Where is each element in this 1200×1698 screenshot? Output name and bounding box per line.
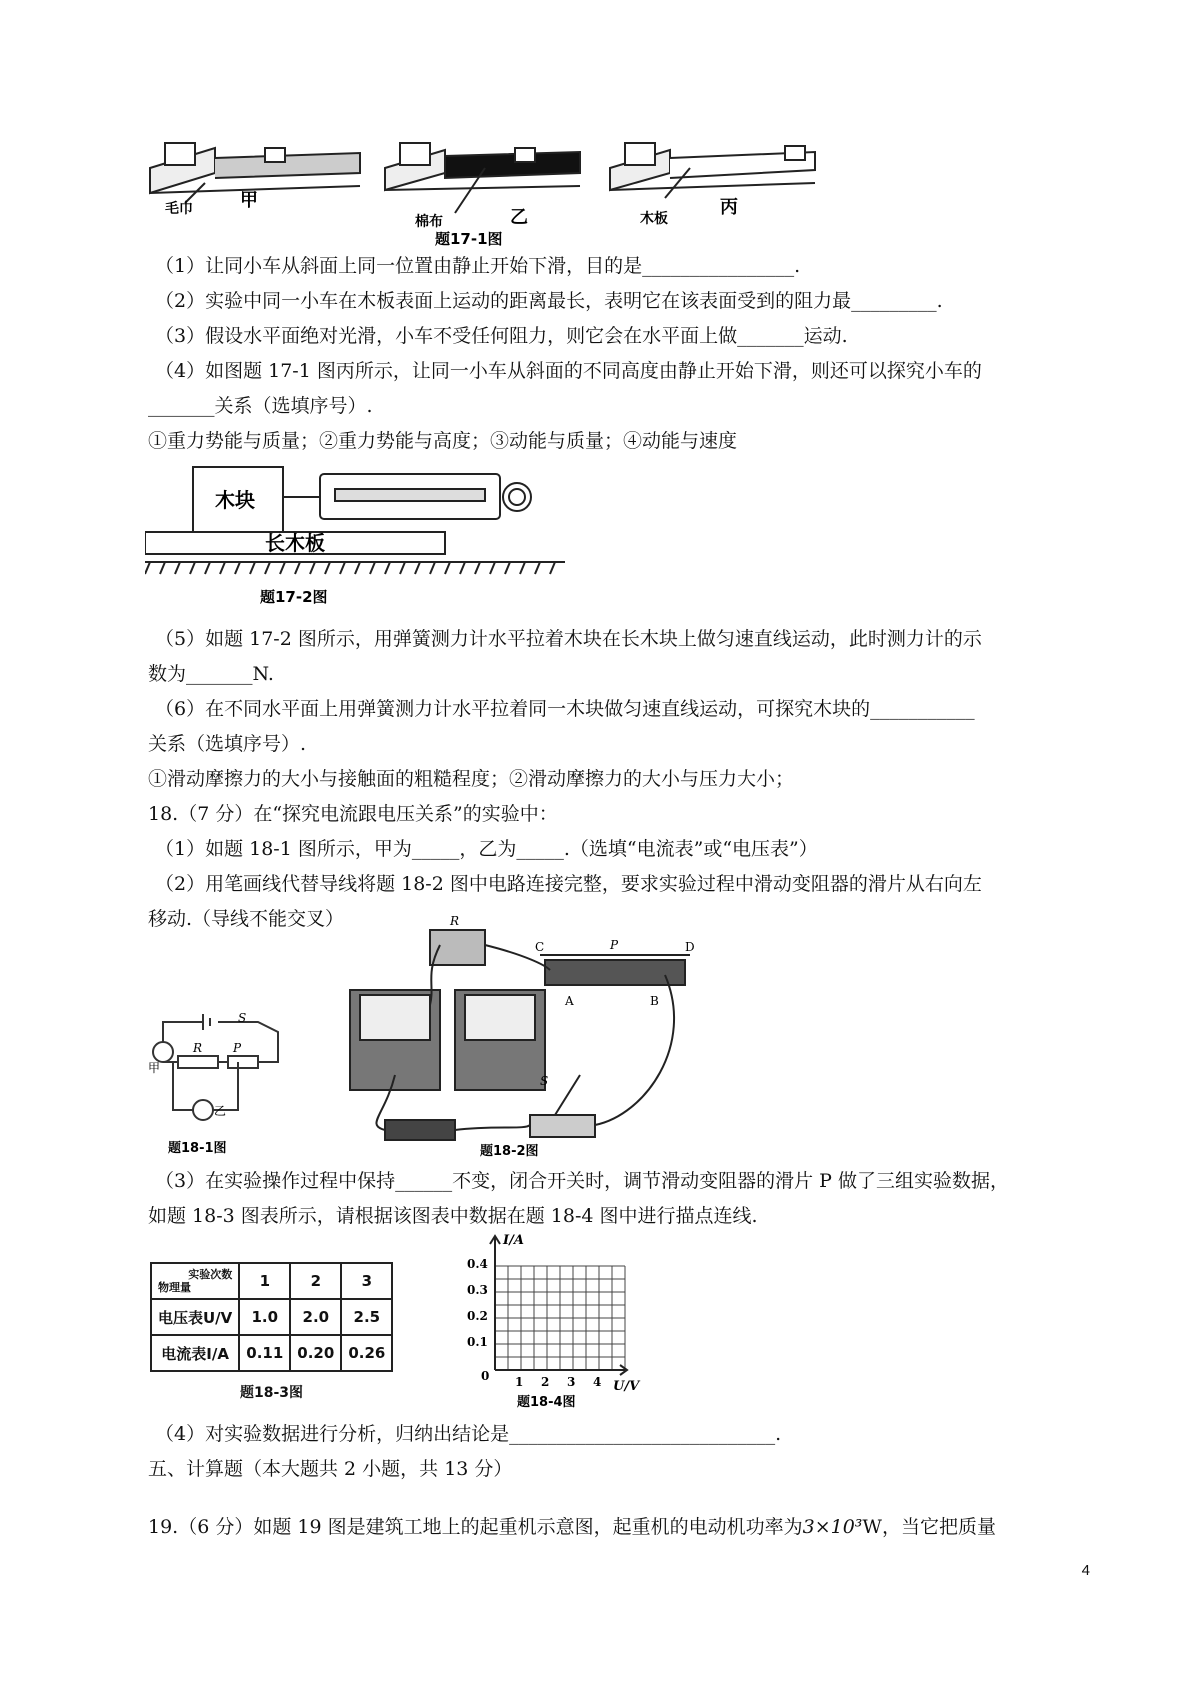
label-maojin: 毛巾 (165, 201, 193, 217)
q17-4b: _______关系（选填序号）. (148, 395, 373, 417)
chart-18-4 (465, 1230, 645, 1410)
table-cell: 0.20 (290, 1335, 341, 1371)
table-row (151, 1299, 392, 1335)
q18-title: 18.（7 分）在“探究电流跟电压关系”的实验中： (148, 803, 558, 825)
page-number: 4 (1081, 1562, 1090, 1579)
table-18-3 (150, 1262, 393, 1372)
y-axis-label: I/A (503, 1233, 524, 1248)
table-row (151, 1263, 392, 1299)
table-cell: 0.26 (341, 1335, 392, 1371)
label-jia: 甲 (240, 190, 258, 211)
q19-text: 19.（6 分）如题 19 图是建筑工地上的起重机示意图，起重机的电动机功率为 (148, 1516, 803, 1538)
q18-4: （4）对实验数据进行分析，归纳出结论是____________________________. (155, 1423, 782, 1445)
q18-3: （3）在实验操作过程中保持______不变，闭合开关时，调节滑动变阻器的滑片 P 做了三组实验数据， (155, 1170, 1009, 1192)
x-tick-label: 1 (515, 1375, 524, 1389)
q17-options: ①重力势能与质量；②重力势能与高度；③动能与质量；④动能与速度 (148, 430, 738, 452)
col-header: 2 (290, 1263, 341, 1299)
q17-3: （3）假设水平面绝对光滑，小车不受任何阻力，则它会在水平面上做_______运动. (155, 325, 848, 347)
caption-18-1: 题18-1图 (168, 1141, 227, 1156)
q18-3b: 如题 18-3 图表所示，请根据该图表中数据在题 18-4 图中进行描点连线. (148, 1205, 758, 1227)
q18-2b: 移动.（导线不能交叉） (148, 908, 345, 930)
y-tick-label: 0.4 (467, 1257, 488, 1271)
q18-2: （2）用笔画线代替导线将题 18-2 图中电路连接完整，要求实验过程中滑动变阻器的滑片从右向左 (155, 873, 982, 895)
x-tick-label: 2 (541, 1375, 550, 1389)
q17-5: （5）如题 17-2 图所示，用弹簧测力计水平拉着木块在长木块上做匀速直线运动，此时测力计的示 (155, 628, 982, 650)
row-label: 电流表I/A (151, 1335, 239, 1371)
caption-18-3: 题18-3图 (240, 1385, 304, 1401)
figure-17-2 (145, 462, 565, 617)
q18-1: （1）如题 18-1 图所示，甲为_____，乙为_____.（选填“电流表”或“电压表”） (155, 838, 818, 860)
corner-bottom: 物理量 (158, 1281, 191, 1294)
col-header: 3 (341, 1263, 392, 1299)
row-label: 电压表U/V (151, 1299, 239, 1335)
label-D: D (685, 940, 695, 954)
label-P2: P (610, 938, 619, 952)
label-P: P (233, 1041, 242, 1055)
label-bing: 丙 (720, 197, 738, 218)
label-jia-meter: 甲 (148, 1061, 161, 1075)
q19 (148, 1514, 996, 1540)
table-cell: 0.11 (239, 1335, 290, 1371)
block-label: 木块 (215, 488, 255, 512)
corner-top: 实验次数 (188, 1268, 233, 1281)
origin-label: 0 (481, 1369, 490, 1383)
label-R: R (193, 1041, 203, 1055)
label-yi: 乙 (510, 207, 528, 228)
label-A: A (565, 994, 574, 1008)
board-label: 长木板 (265, 531, 325, 555)
label-mianbu: 棉布 (415, 214, 443, 230)
label-C: C (535, 940, 545, 954)
table-cell: 2.5 (341, 1299, 392, 1335)
q17-options-2: ①滑动摩擦力的大小与接触面的粗糙程度；②滑动摩擦力的大小与压力大小； (148, 768, 795, 790)
caption-18-4: 题18-4图 (517, 1395, 576, 1410)
y-tick-label: 0.3 (467, 1283, 488, 1297)
label-B: B (650, 994, 659, 1008)
label-yi-meter: 乙 (214, 1104, 227, 1118)
figure-18-2 (345, 915, 705, 1160)
q17-6b: 关系（选填序号）. (148, 733, 307, 755)
x-axis-label: U/V (613, 1379, 640, 1394)
label-R2: R (450, 915, 460, 928)
caption-17-2: 题17-2图 (260, 588, 328, 606)
y-tick-label: 0.1 (467, 1335, 488, 1349)
label-S: S (238, 1011, 247, 1025)
q19-tail: W，当它把质量 (862, 1516, 996, 1538)
figure-17-1 (145, 128, 835, 248)
caption-18-2: 题18-2图 (480, 1144, 539, 1159)
figure-18-1 (148, 1010, 288, 1160)
table-cell: 1.0 (239, 1299, 290, 1335)
table-cell: 2.0 (290, 1299, 341, 1335)
q17-2: （2）实验中同一小车在木板表面上运动的距离最长，表明它在该表面受到的阻力最_________. (155, 290, 943, 312)
table-row (151, 1335, 392, 1371)
q19-formula: 3×10³ (802, 1516, 863, 1538)
label-muban: 木板 (640, 211, 668, 227)
q17-5b: 数为_______N. (148, 663, 274, 685)
q17-6: （6）在不同水平面上用弹簧测力计水平拉着同一木块做匀速直线运动，可探究木块的___________ (155, 698, 975, 720)
section-5-title: 五、计算题（本大题共 2 小题，共 13 分） (148, 1458, 513, 1480)
q17-1: （1）让同小车从斜面上同一位置由静止开始下滑，目的是________________. (155, 255, 801, 277)
label-S2: S (540, 1074, 549, 1088)
col-header: 1 (239, 1263, 290, 1299)
x-tick-label: 3 (567, 1375, 576, 1389)
caption-17-1: 题17-1图 (435, 230, 503, 248)
y-tick-label: 0.2 (467, 1309, 488, 1323)
corner-cell (151, 1263, 239, 1299)
x-tick-label: 4 (593, 1375, 602, 1389)
q17-4: （4）如图题 17-1 图丙所示，让同一小车从斜面的不同高度由静止开始下滑，则还可以探究小车的 (155, 360, 982, 382)
